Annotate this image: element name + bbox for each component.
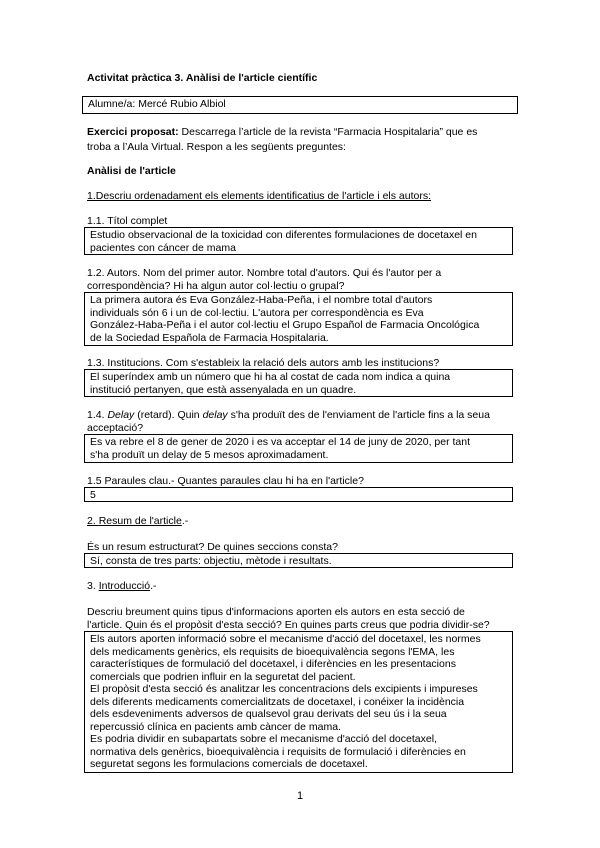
section-2-heading (87, 515, 188, 528)
section-3-answer-line: seguretat segons les formulacions comercials de docetaxel. (90, 758, 368, 770)
section-2-number: 2. (87, 515, 99, 527)
section-3-number: 3. (87, 580, 99, 592)
q14-label-italic: Delay (107, 409, 135, 421)
q12-answer-line: González-Haba-Peña i el autor col·lectiu el Grupo Español de Farmacia Oncológica (90, 319, 480, 331)
q13-label: 1.3. Institucions. Com s'estableix la relació dels autors amb les institucions? (87, 357, 440, 369)
q14-label-italic-2: delay (202, 409, 228, 421)
q12-answer-line: La primera autora és Eva González-Haba-Peña, i el nombre total d'autors (90, 294, 433, 306)
q14-answer-line: Es va rebre el 8 de gener de 2020 i es va acceptar el 14 de juny de 2020, per tant (90, 436, 471, 448)
section-2-label: Resum de l'article (98, 515, 182, 527)
section-3-answer-line: dels diferents medicaments comercialitzats de docetaxel, i conéixer la incidència (90, 695, 465, 708)
section-3-suffix: .- (150, 580, 157, 592)
section-3-answer-box (84, 631, 513, 773)
q14-label-line-2: acceptació? (87, 422, 144, 434)
q11-answer-box (84, 227, 513, 255)
section-2-question: És un resum estructurat? De quines seccions consta? (87, 541, 338, 553)
q12-answer-box (84, 292, 513, 346)
q11-answer-line: Estudio observacional de la toxicidad con diferentes formulaciones de docetaxel en (90, 229, 477, 241)
q12-answer-line: individuals són 6 i un de col·lectiu. L'autora per correspondència es Eva (90, 306, 424, 319)
exercise-text-1: Descarrega l’article de la revista “Farmacia Hospitalaria” que es (178, 126, 478, 138)
section-3-label: Introducció (98, 580, 151, 592)
q12-label-line: correspondència? Hi ha algun autor col·lectiu o grupal? (87, 280, 345, 292)
q15-label: 1.5 Paraules clau.- Quantes paraules clau hi ha en l'article? (87, 475, 364, 487)
q12-answer-line: de la Sociedad Española de Farmacia Hospitalaria. (90, 331, 329, 344)
section-3-heading (87, 580, 156, 593)
section-3-answer-line: repercussió clínica en pacients amb càncer de mama. (90, 720, 341, 733)
exercise-line-1 (87, 126, 477, 139)
page-number: 1 (297, 790, 304, 802)
section-2-answer: Sí, consta de tres parts: objectiu, mètode i resultats. (90, 555, 332, 567)
q13-answer-box (84, 369, 513, 397)
section-3-answer-line: dels medicaments genèrics, els requisits de bioequivalència segons l'EMA, les (90, 645, 455, 658)
q14-label-mid: (retard). Quin (134, 409, 203, 421)
q14-label-line-1 (87, 409, 490, 422)
section-3-answer-line: Es podria dividir en subapartats sobre el mecanisme d'acció del docetaxel, (90, 733, 437, 745)
section-3-answer-line: comercials que podrien influir en la seguretat del pacient. (90, 670, 356, 683)
q15-answer: 5 (90, 489, 96, 501)
q13-answer-line: El superíndex amb un número que hi ha al costat de cada nom indica a quina (90, 371, 451, 383)
q15-answer-box (84, 487, 513, 502)
exercise-label: Exercici proposat: (87, 126, 179, 138)
section-2-answer-box (84, 553, 513, 568)
q14-answer-line: s'ha produït un delay de 5 mesos aproximadament. (90, 448, 329, 461)
q11-label: 1.1. Títol complet (87, 215, 168, 227)
analysis-heading: Anàlisi de l'article (87, 165, 176, 177)
section-1-heading: 1.Descriu ordenadament els elements identificatius de l'article i els autors: (87, 190, 432, 202)
q14-label-pre: 1.4. (87, 409, 108, 421)
section-3-question-line: Descriu breument quins tipus d'informacions aporten els autors en esta secció de (87, 606, 465, 618)
section-3-answer-line: dels esdeveniments adversos de qualsevol grau derivats del seu ús i la seua (90, 708, 447, 720)
section-3-question-line: l'article. Quin és el propòsit d'esta secció? En quines parts creus que podria dividir-se? (87, 619, 490, 631)
section-3-answer-line: El propòsit d'esta secció és analitzar les concentracions dels excipients i impureses (90, 683, 478, 695)
section-3-answer-line: normativa dels genèrics, bioequivalència i requisits de formulació i diferències en (90, 745, 466, 758)
student-name-box (82, 96, 518, 114)
section-3-answer-line: Els autors aporten informació sobre el mecanisme d'acció del docetaxel, les normes (90, 633, 481, 645)
section-2-suffix: .- (181, 515, 189, 527)
q14-answer-box (84, 434, 513, 463)
q11-answer-line: pacientes con cáncer de mama (90, 241, 236, 254)
student-name: Alumne/a: Mercé Rubio Albiol (88, 98, 226, 110)
q14-label-post: s'ha produït des de l'enviament de l'article fins a la seua (227, 409, 490, 421)
q12-label-line: 1.2. Autors. Nom del primer autor. Nombre total d'autors. Qui és l'autor per a (87, 267, 442, 279)
section-3-answer-line: característiques de formulació del docetaxel, i diferències en les presentacions (90, 658, 456, 670)
exercise-line-2: troba a l’Aula Virtual. Respon a les següents preguntes: (87, 141, 346, 153)
page-title: Activitat pràctica 3. Anàlisi de l'article científic (87, 72, 318, 84)
q13-answer-line: institució pertanyen, que està assenyalada en un quadre. (90, 383, 357, 396)
